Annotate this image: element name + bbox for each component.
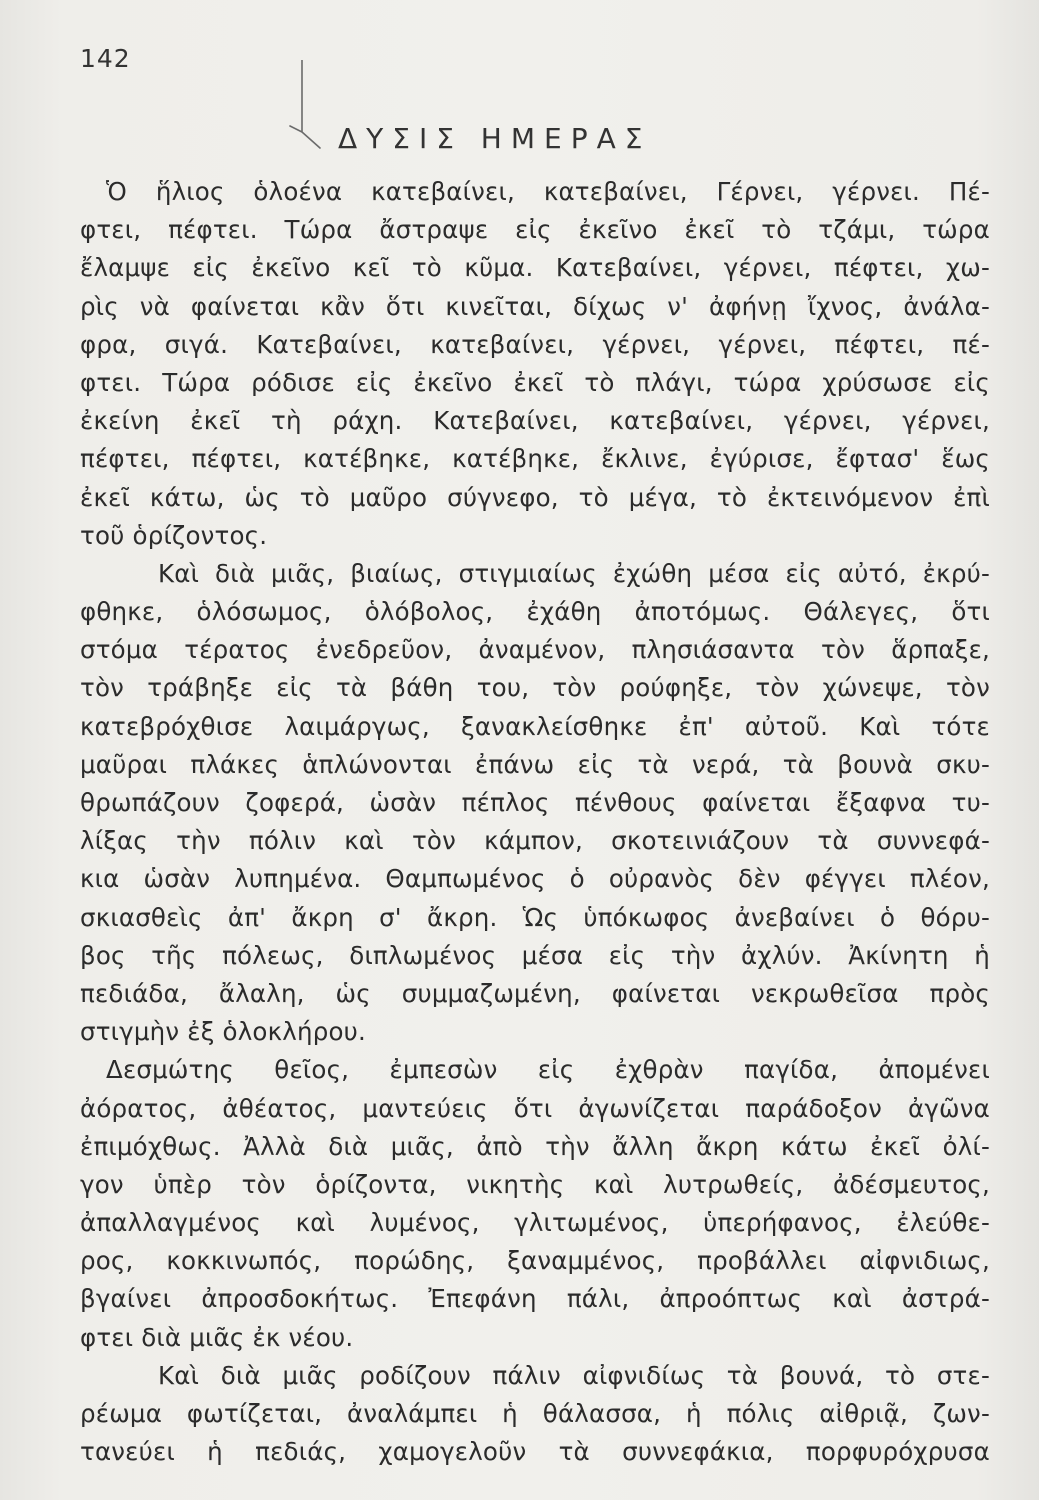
text-line: λίξας τὴν πόλιν καὶ τὸν κάμπον, σκοτεινιάζουν τὰ συννεφά- xyxy=(80,826,990,856)
paragraph-2 xyxy=(80,555,990,1051)
text-line: Καὶ διὰ μιᾶς ροδίζουν πάλιν αἰφνιδίως τὰ βουνά, τὸ στε- xyxy=(158,1360,990,1390)
page-number: 142 xyxy=(80,44,131,73)
text-line: πέφτει, πέφτει, κατέβηκε, κατέβηκε, ἔκλινε, ἐγύρισε, ἔφτασ' ἕως xyxy=(80,444,990,474)
text-body xyxy=(80,173,990,1471)
text-line: Καὶ διὰ μιᾶς, βιαίως, στιγμιαίως ἐχώθη μέσα εἰς αὐτό, ἐκρύ- xyxy=(158,558,990,588)
text-line: ἐπιμόχθως. Ἀλλὰ διὰ μιᾶς, ἀπὸ τὴν ἄλλη ἄκρη κάτω ἐκεῖ ὀλί- xyxy=(80,1131,990,1161)
text-line: Ὁ ἥλιος ὁλοένα κατεβαίνει, κατεβαίνει, Γέρνει, γέρνει. Πέ- xyxy=(106,177,990,206)
text-line: φθηκε, ὁλόσωμος, ὁλόβολος, ἐχάθη ἀποτόμως. Θάλεγες, ὅτι xyxy=(80,597,990,627)
text-line: Δεσμώτης θεῖος, ἐμπεσὼν εἰς ἐχθρὰν παγίδα, ἀπομένει xyxy=(106,1055,990,1085)
text-line: τοῦ ὁρίζοντος. xyxy=(80,520,268,550)
text-line: φτει, πέφτει. Τώρα ἄστραψε εἰς ἐκεῖνο ἐκεῖ τὸ τζάμι, τώρα xyxy=(80,215,990,245)
text-line: κια ὡσὰν λυπημένα. Θαμπωμένος ὁ οὐρανὸς δὲν φέγγει πλέον, xyxy=(80,864,990,894)
text-line: βος τῆς πόλεως, διπλωμένος μέσα εἰς τὴν ἀχλύν. Ἀκίνητη ἡ xyxy=(80,940,990,970)
text-line: φρα, σιγά. Κατεβαίνει, κατεβαίνει, γέρνει, γέρνει, πέφτει, πέ- xyxy=(80,329,990,359)
text-line: κατεβρόχθισε λαιμάργως, ξανακλείσθηκε ἐπ' αὐτοῦ. Καὶ τότε xyxy=(80,711,990,741)
paragraph-3 xyxy=(80,1051,990,1357)
text-line: ἀόρατος, ἀθέατος, μαντεύεις ὅτι ἀγωνίζεται παράδοξον ἀγῶνα xyxy=(80,1093,990,1123)
paragraph-4 xyxy=(80,1357,990,1472)
text-line: γον ὑπὲρ τὸν ὁρίζοντα, νικητὴς καὶ λυτρωθείς, ἀδέσμευτος, xyxy=(80,1169,990,1199)
text-line: φτει. Τώρα ρόδισε εἰς ἐκεῖνο ἐκεῖ τὸ πλάγι, τώρα χρύσωσε εἰς xyxy=(80,367,990,397)
text-line: στόμα τέρατος ἐνεδρεῦον, ἀναμένον, πλησιάσαντα τὸν ἅρπαξε, xyxy=(80,635,990,665)
paragraph-1 xyxy=(80,173,990,555)
text-line: ἀπαλλαγμένος καὶ λυμένος, γλιτωμένος, ὑπερήφανος, ἐλεύθε- xyxy=(80,1208,990,1238)
text-line: πεδιάδα, ἄλαλη, ὡς συμμαζωμένη, φαίνεται νεκρωθεῖσα πρὸς xyxy=(80,978,990,1008)
text-line: ρὶς νὰ φαίνεται κἂν ὅτι κινεῖται, δίχως ν' ἀφήνῃ ἴχνος, ἀνάλα- xyxy=(80,291,990,321)
text-line: φτει διὰ μιᾶς ἐκ νέου. xyxy=(80,1322,354,1352)
chapter-title: ΔΥΣΙΣ ΗΜΕΡΑΣ xyxy=(338,122,652,155)
pencil-check-mark xyxy=(288,60,328,155)
text-line: σκιασθεὶς ἀπ' ἄκρη σ' ἄκρη. Ὡς ὑπόκωφος ἀνεβαίνει ὁ θόρυ- xyxy=(80,902,990,932)
text-line: βγαίνει ἀπροσδοκήτως. Ἐπεφάνη πάλι, ἀπροόπτως καὶ ἀστρά- xyxy=(80,1284,990,1314)
text-line: ἐκεῖ κάτω, ὡς τὸ μαῦρο σύγνεφο, τὸ μέγα, τὸ ἐκτεινόμενον ἐπὶ xyxy=(80,482,990,512)
text-line: ρέωμα φωτίζεται, ἀναλάμπει ἡ θάλασσα, ἡ πόλις αἰθριᾷ, ζων- xyxy=(80,1399,990,1428)
text-line: τὸν τράβηξε εἰς τὰ βάθη του, τὸν ρούφηξε, τὸν χώνεψε, τὸν xyxy=(80,673,990,703)
text-line: στιγμὴν ἐξ ὁλοκλήρου. xyxy=(80,1017,366,1047)
text-line: θρωπάζουν ζοφερά, ὡσὰν πέπλος πένθους φαίνεται ἔξαφνα τυ- xyxy=(80,788,990,817)
text-line: τανεύει ἡ πεδιάς, χαμογελοῦν τὰ συννεφάκια, πορφυρόχρυσα xyxy=(80,1437,990,1467)
text-line: ἔλαμψε εἰς ἐκεῖνο κεῖ τὸ κῦμα. Κατεβαίνει, γέρνει, πέφτει, χω- xyxy=(80,253,990,283)
text-line: ρος, κοκκινωπός, πορώδης, ξαναμμένος, προβάλλει αἰφνιδιως, xyxy=(80,1246,990,1276)
text-line: μαῦραι πλάκες ἁπλώνονται ἐπάνω εἰς τὰ νερά, τὰ βουνὰ σκυ- xyxy=(80,749,990,779)
text-line: ἐκείνη ἐκεῖ τὴ ράχη. Κατεβαίνει, κατεβαίνει, γέρνει, γέρνει, xyxy=(80,406,990,436)
